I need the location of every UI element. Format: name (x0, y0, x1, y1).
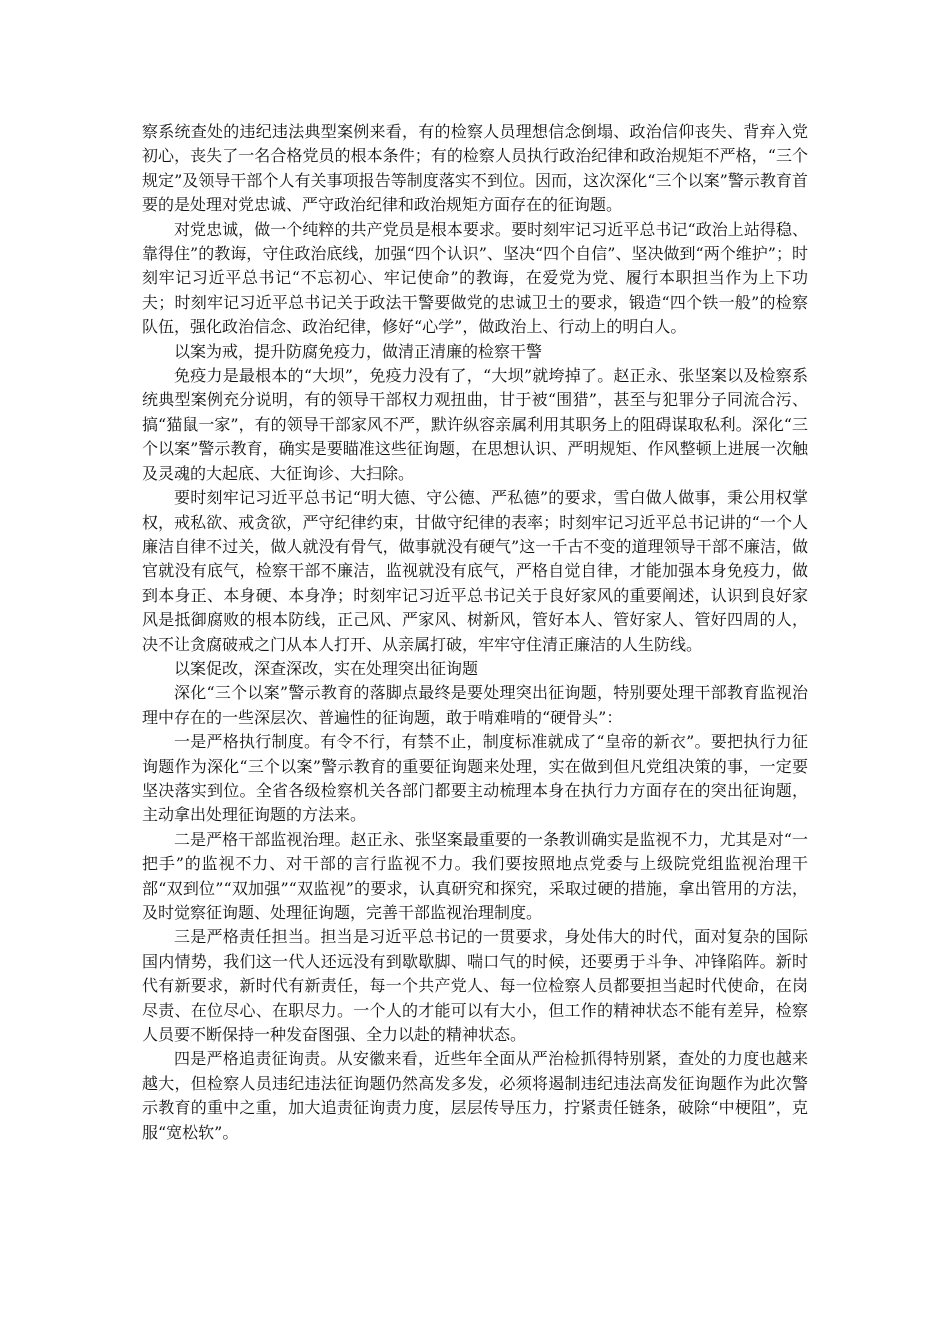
paragraph-integrity: 要时刻牢记习近平总书记“明大德、守公德、严私德”的要求，雪白做人做事，秉公用权掌权，戒私欲、戒贪欲，严守纪律约束，甘做守纪律的表率；时刻牢记习近平总书记讲的“一个人廉洁自律不过关，做人就没有骨气，做事就没有硬气”这一千古不变的道理领导干部不廉洁，做官就没有底气，检察干部不廉洁，监视就没有底气，严格自觉自律，才能加强本身免疫力，做到本身正、本身硬、本身净；时刻牢记习近平总书记关于良好家风的重要阐述，认识到良好家风是抵御腐败的根本防线，正己风、严家风、树新风，管好本人、管好家人、管好四周的人，决不让贪腐破戒之门从本人打开、从亲属打破，牢牢守住清正廉洁的人生防线。 (142, 488, 808, 654)
paragraph-continuation: 察系统查处的违纪违法典型案例来看，有的检察人员理想信念倒塌、政治信仰丧失、背弃入党初心，丧失了一名合格党员的根本条件；有的检察人员执行政治纪律和政治规矩不严格，“三个规定”及领导干部个人有关事项报告等制度落实不到位。因而，这次深化“三个以案”警示教育首要的是处理对党忠诚、严守政治纪律和政治规矩方面存在的征询题。 (142, 122, 808, 215)
paragraph-point-one: 一是严格执行制度。有令不行，有禁不止，制度标准就成了“皇帝的新衣”。要把执行力征询题作为深化“三个以案”警示教育的重要征询题来处理，实在做到但凡党组决策的事，一定要坚决落实到位。全省各级检察机关各部门都要主动梳理本身在执行力方面存在的突出征询题，主动拿出处理征询题的方法来。 (142, 732, 808, 825)
paragraph-point-two: 二是严格干部监视治理。赵正永、张坚案最重要的一条教训确实是监视不力，尤其是对“一把手”的监视不力、对干部的言行监视不力。我们要按照地点党委与上级院党组监视治理干部“双到位”“双加强”“双监视”的要求，认真研究和探究，采取过硬的措施，拿出管用的方法，及时觉察征询题、处理征询题，完善干部监视治理制度。 (142, 829, 808, 922)
paragraph-immunity: 免疫力是最根本的“大坝”，免疫力没有了，“大坝”就垮掉了。赵正永、张坚案以及检察系统典型案例充分说明，有的领导干部权力观扭曲，甘于被“围猎”，甚至与犯罪分子同流合污、搞“猫鼠一家”，有的领导干部家风不严，默许纵容亲属利用其职务上的阻碍谋取私利。深化“三个以案”警示教育，确实是要瞄准这些征询题，在思想认识、严明规矩、作风整顿上进展一次触及灵魂的大起底、大征询诊、大扫除。 (142, 366, 808, 483)
paragraph-point-three: 三是严格责任担当。担当是习近平总书记的一贯要求，身处伟大的时代，面对复杂的国际国内情势，我们这一代人还远没有到歇歇脚、喘口气的时候，还要勇于斗争、冲锋陷阵。新时代有新要求，新时代有新责任，每一个共产党人、每一位检察人员都要担当起时代使命，在岗尽责、在位尽心、在职尽力。一个人的才能可以有大小，但工作的精神状态不能有差异，检察人员要不断保持一种发奋图强、全力以赴的精神状态。 (142, 927, 808, 1045)
paragraph-rectification-intro: 深化“三个以案”警示教育的落脚点最终是要处理突出征询题，特别要处理干部教育监视治理中存在的一些深层次、普遍性的征询题，敢于啃难啃的“硬骨头”： (142, 683, 808, 727)
paragraph-loyalty: 对党忠诚，做一个纯粹的共产党员是根本要求。要时刻牢记习近平总书记“政治上站得稳、靠得住”的教诲，守住政治底线，加强“四个认识”、坚决“四个自信”、坚决做到“两个维护”；时刻牢记习近平总书记“不忘初心、牢记使命”的教诲，在爱党为党、履行本职担当作为上下功夫；时刻牢记习近平总书记关于政法干警要做党的忠诚卫士的要求，锻造“四个铁一般”的检察队伍，强化政治信念、政治纪律，修好“心学”，做政治上、行动上的明白人。 (142, 219, 808, 337)
document-body (142, 120, 808, 1145)
section-heading-immunity: 以案为戒，提升防腐免疫力，做清正清廉的检察干警 (174, 341, 543, 361)
paragraph-point-four: 四是严格追责征询责。从安徽来看，近些年全面从严治检抓得特别紧，查处的力度也越来越大，但检察人员违纪违法征询题仍然高发多发，必须将遏制违纪违法高发征询题作为此次警示教育的重中之重，加大追责征询责力度，层层传导压力，拧紧责任链条，破除“中梗阻”，克服“宽松软”。 (142, 1049, 808, 1142)
section-heading-rectification: 以案促改，深查深改，实在处理突出征询题 (174, 658, 479, 678)
